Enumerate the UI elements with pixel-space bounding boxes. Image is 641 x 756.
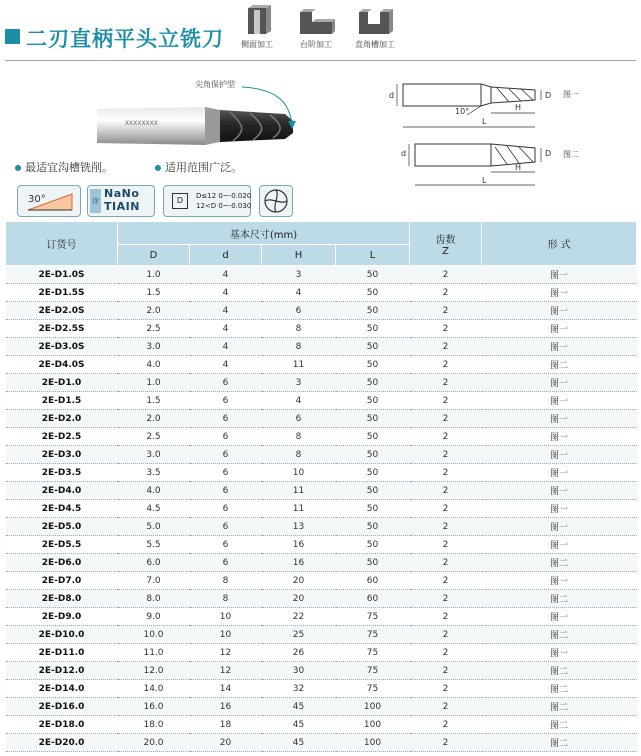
form-figure-cell: 图二 <box>482 356 637 374</box>
shank-d-cell: 6 <box>190 392 262 410</box>
feature-text: 最适宜沟槽铣削。 <box>25 161 113 174</box>
diameter-D-cell: 11.0 <box>118 644 190 662</box>
diameter-D-cell: 4.0 <box>118 356 190 374</box>
form-figure-cell: 图一 <box>482 446 637 464</box>
diameter-D-cell: 8.0 <box>118 590 190 608</box>
form-figure-cell: 图二 <box>482 554 637 572</box>
shank-d-cell: 10 <box>190 608 262 626</box>
flute-length-H-cell: 8 <box>262 320 336 338</box>
form-figure-cell: 图一 <box>482 428 637 446</box>
form-figure-cell: 图一 <box>482 500 637 518</box>
order-number-cell: 2E-D4.0 <box>6 482 118 500</box>
flute-count-badge <box>259 185 293 217</box>
schematic-L-label-2: L <box>482 176 487 185</box>
overall-length-L-cell: 50 <box>336 356 410 374</box>
order-number-cell: 2E-D1.5 <box>6 392 118 410</box>
form-header: 形 式 <box>482 222 637 266</box>
shank-d-cell: 8 <box>190 590 262 608</box>
order-number-cell: 2E-D4.0S <box>6 356 118 374</box>
teeth-count-cell: 2 <box>410 716 482 734</box>
teeth-count-cell: 2 <box>410 284 482 302</box>
flute-length-H-cell: 22 <box>262 608 336 626</box>
table-row <box>6 500 637 518</box>
schematic-L-label: L <box>482 117 487 126</box>
overall-length-L-cell: 50 <box>336 266 410 284</box>
flute-length-H-cell: 3 <box>262 374 336 392</box>
order-number-cell: 2E-D1.0 <box>6 374 118 392</box>
overall-length-L-cell: 50 <box>336 392 410 410</box>
diameter-D-cell: 4.5 <box>118 500 190 518</box>
table-row <box>6 590 637 608</box>
form-figure-cell: 图一 <box>482 284 637 302</box>
overall-length-L-cell: 50 <box>336 500 410 518</box>
feature-1 <box>15 159 113 175</box>
flute-length-H-cell: 45 <box>262 734 336 752</box>
feature-text: 适用范围广泛。 <box>165 161 242 174</box>
spec-table-body <box>6 266 637 752</box>
flute-length-H-cell: 11 <box>262 482 336 500</box>
table-row <box>6 410 637 428</box>
form-figure-cell: 图一 <box>482 266 637 284</box>
diameter-D-cell: 3.5 <box>118 464 190 482</box>
teeth-count-cell: 2 <box>410 536 482 554</box>
overall-length-L-cell: 50 <box>336 374 410 392</box>
overall-length-L-cell: 60 <box>336 572 410 590</box>
overall-length-L-cell: 50 <box>336 446 410 464</box>
overall-length-L-cell: 50 <box>336 482 410 500</box>
overall-length-L-cell: 50 <box>336 518 410 536</box>
flute-length-H-cell: 4 <box>262 392 336 410</box>
form-figure-cell: 图二 <box>482 590 637 608</box>
side-milling-icon <box>240 4 274 38</box>
flute-length-H-cell: 45 <box>262 698 336 716</box>
callout-label: 尖角保护型 <box>195 80 235 89</box>
teeth-count-cell: 2 <box>410 446 482 464</box>
diameter-D-cell: 3.0 <box>118 446 190 464</box>
shank-d-cell: 6 <box>190 554 262 572</box>
coating-side-label: 涂 <box>90 189 101 213</box>
order-number-cell: 2E-D10.0 <box>6 626 118 644</box>
teeth-count-cell: 2 <box>410 482 482 500</box>
diameter-D-cell: 10.0 <box>118 626 190 644</box>
process-step-milling <box>287 4 345 50</box>
schematic-D-label: D <box>545 91 552 100</box>
order-number-cell: 2E-D3.5 <box>6 464 118 482</box>
shank-d-cell: 6 <box>190 536 262 554</box>
order-number-cell: 2E-D3.0S <box>6 338 118 356</box>
diameter-D-cell: 2.5 <box>118 428 190 446</box>
teeth-count-cell: 2 <box>410 320 482 338</box>
table-row <box>6 536 637 554</box>
form-figure-cell: 图一 <box>482 302 637 320</box>
flute-length-H-cell: 6 <box>262 302 336 320</box>
order-number-cell: 2E-D11.0 <box>6 644 118 662</box>
overall-length-L-cell: 50 <box>336 464 410 482</box>
order-number-cell: 2E-D7.0 <box>6 572 118 590</box>
coating-bottom-label: TIAIN <box>104 200 140 213</box>
overall-length-L-cell: 100 <box>336 734 410 752</box>
teeth-count-cell: 2 <box>410 554 482 572</box>
flute-length-H-cell: 8 <box>262 338 336 356</box>
spec-table <box>5 221 637 752</box>
diameter-D-cell: 1.0 <box>118 374 190 392</box>
figure-2-label: 图二 <box>563 150 579 159</box>
teeth-count-cell: 2 <box>410 734 482 752</box>
teeth-header-line2: Z <box>442 245 449 257</box>
page-title: 二刃直柄平头立铣刀 <box>26 27 224 51</box>
schematic-angle-label: 10° <box>455 107 470 116</box>
shank-d-cell: 4 <box>190 320 262 338</box>
col-L-header: L <box>336 245 410 266</box>
flute-length-H-cell: 26 <box>262 644 336 662</box>
page-header <box>0 0 641 58</box>
col-d-header: d <box>190 245 262 266</box>
teeth-count-cell: 2 <box>410 518 482 536</box>
coating-badge <box>87 185 155 217</box>
shank-d-cell: 14 <box>190 680 262 698</box>
angle-value: 30° <box>28 194 46 205</box>
order-number-cell: 2E-D20.0 <box>6 734 118 752</box>
shank-d-cell: 6 <box>190 500 262 518</box>
diameter-D-cell: 2.0 <box>118 410 190 428</box>
order-number-cell: 2E-D2.0 <box>6 410 118 428</box>
process-label: 侧面加工 <box>241 40 273 49</box>
table-row <box>6 302 637 320</box>
shank-d-cell: 6 <box>190 410 262 428</box>
schematic-H-label-2: H <box>515 163 522 172</box>
shank-d-cell: 6 <box>190 428 262 446</box>
tolerance-badge <box>163 185 251 217</box>
order-number-cell: 2E-D9.0 <box>6 608 118 626</box>
table-row <box>6 266 637 284</box>
flute-length-H-cell: 20 <box>262 572 336 590</box>
table-row <box>6 644 637 662</box>
col-D-header: D <box>118 245 190 266</box>
teeth-count-cell: 2 <box>410 356 482 374</box>
diameter-D-cell: 12.0 <box>118 662 190 680</box>
diameter-D-cell: 1.5 <box>118 392 190 410</box>
overall-length-L-cell: 75 <box>336 662 410 680</box>
shank-d-cell: 16 <box>190 698 262 716</box>
teeth-count-cell: 2 <box>410 572 482 590</box>
step-milling-icon <box>296 4 336 38</box>
teeth-count-cell: 2 <box>410 608 482 626</box>
order-number-cell: 2E-D5.0 <box>6 518 118 536</box>
bullet-icon <box>155 165 161 171</box>
shank-d-cell: 4 <box>190 338 262 356</box>
table-row <box>6 428 637 446</box>
order-number-cell: 2E-D4.5 <box>6 500 118 518</box>
title-marker <box>5 29 20 44</box>
table-row <box>6 446 637 464</box>
overall-length-L-cell: 50 <box>336 536 410 554</box>
table-row <box>6 374 637 392</box>
shank-d-cell: 4 <box>190 302 262 320</box>
shank-d-cell: 4 <box>190 356 262 374</box>
order-number-cell: 2E-D16.0 <box>6 698 118 716</box>
coating-top-label: NaNo <box>104 187 140 200</box>
diameter-D-cell: 1.0 <box>118 266 190 284</box>
tolerance-line-1: D≤12 0~-0.020 <box>196 192 252 200</box>
diameter-D-cell: 5.0 <box>118 518 190 536</box>
form-figure-cell: 图二 <box>482 680 637 698</box>
overall-length-L-cell: 50 <box>336 302 410 320</box>
table-row <box>6 608 637 626</box>
figure-1-label: 图一 <box>563 90 579 99</box>
order-number-cell: 2E-D2.5 <box>6 428 118 446</box>
form-figure-cell: 图二 <box>482 698 637 716</box>
shank-d-cell: 6 <box>190 464 262 482</box>
table-row <box>6 284 637 302</box>
flute-length-H-cell: 3 <box>262 266 336 284</box>
tolerance-line-2: 12<D 0~-0.030 <box>196 202 252 210</box>
table-row <box>6 338 637 356</box>
order-number-cell: 2E-D2.5S <box>6 320 118 338</box>
form-figure-cell: 图二 <box>482 626 637 644</box>
diameter-D-cell: 2.0 <box>118 302 190 320</box>
teeth-count-cell: 2 <box>410 500 482 518</box>
flute-length-H-cell: 16 <box>262 554 336 572</box>
form-figure-cell: 图一 <box>482 320 637 338</box>
flute-length-H-cell: 8 <box>262 446 336 464</box>
flute-length-H-cell: 13 <box>262 518 336 536</box>
form-figure-cell: 图一 <box>482 464 637 482</box>
schematic-d-label: d <box>389 91 395 100</box>
shank-d-cell: 12 <box>190 662 262 680</box>
process-label: 台阶加工 <box>300 40 332 49</box>
flute-length-H-cell: 32 <box>262 680 336 698</box>
overall-length-L-cell: 50 <box>336 410 410 428</box>
flute-length-H-cell: 25 <box>262 626 336 644</box>
diameter-D-cell: 9.0 <box>118 608 190 626</box>
table-row <box>6 572 637 590</box>
form-figure-cell: 图二 <box>482 662 637 680</box>
flute-length-H-cell: 8 <box>262 428 336 446</box>
flute-length-H-cell: 30 <box>262 662 336 680</box>
process-label: 直角槽加工 <box>355 40 395 49</box>
process-slot-milling <box>346 4 404 50</box>
order-number-cell: 2E-D2.0S <box>6 302 118 320</box>
overall-length-L-cell: 50 <box>336 320 410 338</box>
flute-length-H-cell: 20 <box>262 590 336 608</box>
diameter-D-cell: 5.5 <box>118 536 190 554</box>
teeth-count-cell: 2 <box>410 662 482 680</box>
order-number-cell: 2E-D5.5 <box>6 536 118 554</box>
shank-d-cell: 18 <box>190 716 262 734</box>
shank-d-cell: 8 <box>190 572 262 590</box>
flute-length-H-cell: 11 <box>262 356 336 374</box>
schematic-D-label-2: D <box>545 149 552 158</box>
teeth-count-cell: 2 <box>410 464 482 482</box>
table-row <box>6 518 637 536</box>
diameter-D-cell: 2.5 <box>118 320 190 338</box>
table-row <box>6 320 637 338</box>
two-flute-icon <box>260 186 292 216</box>
table-row <box>6 662 637 680</box>
diameter-symbol: D <box>172 193 188 209</box>
feature-2 <box>155 159 242 175</box>
schematic-drawing <box>385 71 560 196</box>
overall-length-L-cell: 50 <box>336 338 410 356</box>
diameter-D-cell: 7.0 <box>118 572 190 590</box>
table-row <box>6 392 637 410</box>
helix-angle-badge <box>17 185 81 217</box>
shank-d-cell: 4 <box>190 284 262 302</box>
teeth-count-cell: 2 <box>410 644 482 662</box>
teeth-count-cell: 2 <box>410 410 482 428</box>
diameter-D-cell: 3.0 <box>118 338 190 356</box>
info-panel <box>5 60 636 222</box>
teeth-header-line1: 齿数 <box>435 234 456 246</box>
flute-length-H-cell: 45 <box>262 716 336 734</box>
table-row <box>6 680 637 698</box>
order-number-cell: 2E-D8.0 <box>6 590 118 608</box>
form-figure-cell: 图一 <box>482 374 637 392</box>
order-number-cell: 2E-D12.0 <box>6 662 118 680</box>
shank-d-cell: 6 <box>190 446 262 464</box>
diameter-D-cell: 20.0 <box>118 734 190 752</box>
table-row <box>6 554 637 572</box>
schematic-H-label: H <box>515 103 522 112</box>
form-figure-cell: 图一 <box>482 482 637 500</box>
teeth-count-cell: 2 <box>410 338 482 356</box>
teeth-count-cell: 2 <box>410 302 482 320</box>
col-H-header: H <box>262 245 336 266</box>
overall-length-L-cell: 50 <box>336 554 410 572</box>
form-figure-cell: 图一 <box>482 518 637 536</box>
table-row <box>6 356 637 374</box>
teeth-count-cell: 2 <box>410 626 482 644</box>
form-figure-cell: 图一 <box>482 644 637 662</box>
overall-length-L-cell: 50 <box>336 284 410 302</box>
overall-length-L-cell: 75 <box>336 644 410 662</box>
table-row <box>6 626 637 644</box>
callout-arrow <box>240 85 300 130</box>
flute-length-H-cell: 6 <box>262 410 336 428</box>
order-number-cell: 2E-D6.0 <box>6 554 118 572</box>
diameter-D-cell: 14.0 <box>118 680 190 698</box>
table-row <box>6 734 637 752</box>
teeth-count-cell: 2 <box>410 680 482 698</box>
order-number-header: 订货号 <box>6 222 118 266</box>
overall-length-L-cell: 100 <box>336 716 410 734</box>
teeth-count-cell: 2 <box>410 392 482 410</box>
table-row <box>6 716 637 734</box>
order-number-cell: 2E-D1.5S <box>6 284 118 302</box>
order-number-cell: 2E-D18.0 <box>6 716 118 734</box>
order-number-cell: 2E-D14.0 <box>6 680 118 698</box>
teeth-count-cell: 2 <box>410 266 482 284</box>
form-figure-cell: 图二 <box>482 734 637 752</box>
teeth-header <box>410 222 482 266</box>
form-figure-cell: 图一 <box>482 338 637 356</box>
overall-length-L-cell: 60 <box>336 590 410 608</box>
form-figure-cell: 图一 <box>482 536 637 554</box>
form-figure-cell: 图一 <box>482 608 637 626</box>
form-figure-cell: 图一 <box>482 410 637 428</box>
svg-text:XXXXXXXX: XXXXXXXX <box>125 120 158 127</box>
teeth-count-cell: 2 <box>410 428 482 446</box>
flute-length-H-cell: 4 <box>262 284 336 302</box>
overall-length-L-cell: 75 <box>336 680 410 698</box>
flute-length-H-cell: 16 <box>262 536 336 554</box>
shank-d-cell: 6 <box>190 482 262 500</box>
shank-d-cell: 10 <box>190 626 262 644</box>
form-figure-cell: 图一 <box>482 392 637 410</box>
process-side-milling <box>228 4 286 50</box>
basic-dimensions-header: 基本尺寸(mm) <box>118 222 410 245</box>
overall-length-L-cell: 75 <box>336 608 410 626</box>
teeth-count-cell: 2 <box>410 590 482 608</box>
overall-length-L-cell: 75 <box>336 626 410 644</box>
teeth-count-cell: 2 <box>410 374 482 392</box>
diameter-D-cell: 1.5 <box>118 284 190 302</box>
diameter-D-cell: 16.0 <box>118 698 190 716</box>
shank-d-cell: 6 <box>190 518 262 536</box>
diameter-D-cell: 4.0 <box>118 482 190 500</box>
flute-length-H-cell: 11 <box>262 500 336 518</box>
overall-length-L-cell: 100 <box>336 698 410 716</box>
shank-d-cell: 6 <box>190 374 262 392</box>
diameter-D-cell: 18.0 <box>118 716 190 734</box>
order-number-cell: 2E-D1.0S <box>6 266 118 284</box>
form-figure-cell: 图一 <box>482 572 637 590</box>
flute-length-H-cell: 10 <box>262 464 336 482</box>
shank-d-cell: 12 <box>190 644 262 662</box>
schematic-d-label-2: d <box>401 149 407 158</box>
table-row <box>6 698 637 716</box>
order-number-cell: 2E-D3.0 <box>6 446 118 464</box>
diameter-D-cell: 6.0 <box>118 554 190 572</box>
shank-d-cell: 4 <box>190 266 262 284</box>
form-figure-cell: 图二 <box>482 716 637 734</box>
table-row <box>6 482 637 500</box>
shank-d-cell: 20 <box>190 734 262 752</box>
bullet-icon <box>15 165 21 171</box>
slot-milling-icon <box>355 4 395 38</box>
table-row <box>6 464 637 482</box>
overall-length-L-cell: 50 <box>336 428 410 446</box>
teeth-count-cell: 2 <box>410 698 482 716</box>
